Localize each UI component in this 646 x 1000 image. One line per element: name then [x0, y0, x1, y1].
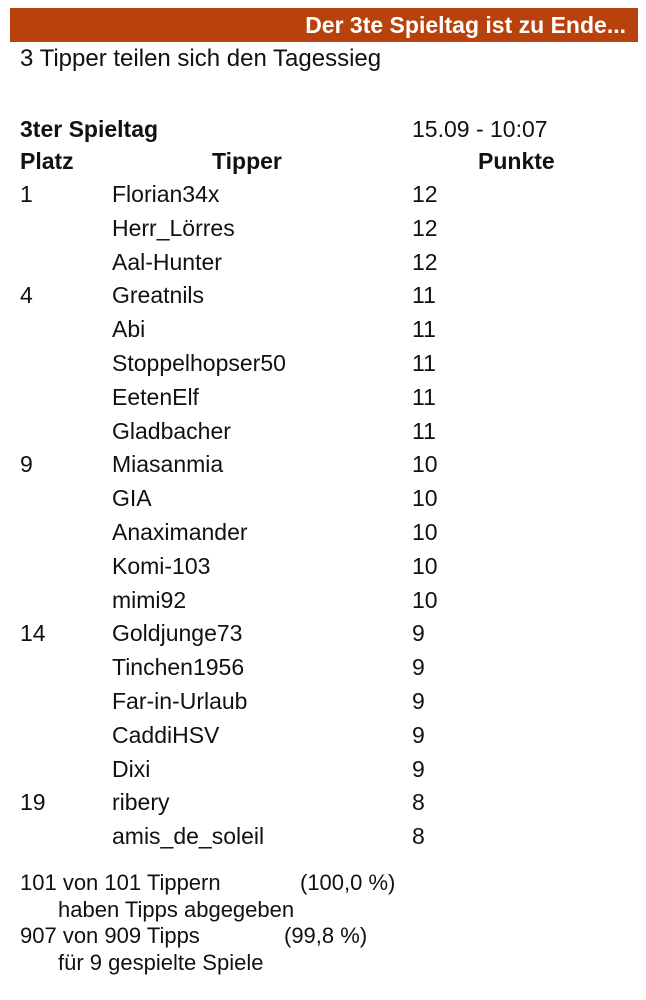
points-cell: 10 [412, 518, 438, 545]
tips-note-line [20, 950, 620, 977]
subtitle: 3 Tipper teilen sich den Tagessieg [20, 45, 382, 72]
table-row [20, 651, 580, 685]
tipper-name: Far-in-Urlaub [112, 687, 248, 714]
place-cell: 4 [20, 282, 33, 309]
table-row [20, 279, 580, 313]
points-cell: 12 [412, 181, 438, 207]
column-header-place: Platz [20, 148, 74, 174]
tipper-name: Dixi [112, 755, 151, 782]
matchday-label: 3ter Spieltag [20, 116, 159, 142]
points-cell: 8 [412, 789, 425, 816]
tipper-name: Abi [112, 316, 146, 343]
column-header-points: Punkte [478, 148, 555, 174]
points-cell: 9 [412, 654, 425, 681]
table-row [20, 516, 580, 550]
table-row [20, 786, 580, 820]
ranking-table [20, 178, 580, 854]
table-row [20, 617, 580, 651]
matchday-header [20, 114, 580, 144]
points-cell: 10 [412, 586, 438, 613]
statistics [20, 870, 620, 976]
points-cell: 9 [412, 721, 425, 748]
place-cell: 1 [20, 181, 33, 207]
tipper-name: Greatnils [112, 282, 205, 309]
tips-percent: (99,8 %) [284, 923, 368, 948]
points-cell: 9 [412, 755, 425, 782]
banner-title: Der 3te Spieltag ist zu Ende... [10, 8, 638, 42]
table-row [20, 550, 580, 584]
table-header [20, 146, 580, 176]
points-cell: 11 [412, 417, 436, 444]
tipper-name: Komi-103 [112, 552, 211, 579]
points-cell: 10 [412, 485, 438, 512]
tipper-name: Herr_Lörres [112, 214, 235, 241]
points-cell: 11 [412, 282, 436, 309]
tips-note: für 9 gespielte Spiele [58, 949, 264, 975]
tippers-count: 101 von 101 Tippern [20, 870, 221, 895]
tipper-name: EetenElf [112, 383, 199, 410]
table-row [20, 685, 580, 719]
tips-line [20, 923, 620, 950]
place-cell: 9 [20, 451, 33, 478]
points-cell: 10 [412, 451, 438, 478]
table-row [20, 381, 580, 415]
table-row [20, 313, 580, 347]
tipper-name: Goldjunge73 [112, 620, 243, 647]
tipper-name: Tinchen1956 [112, 654, 245, 681]
table-row [20, 719, 580, 753]
points-cell: 9 [412, 687, 425, 714]
points-cell: 12 [412, 248, 438, 275]
table-row [20, 246, 580, 280]
points-cell: 12 [412, 214, 438, 241]
tipper-name: Miasanmia [112, 451, 224, 478]
points-cell: 9 [412, 620, 425, 647]
tippers-note-line [20, 897, 620, 924]
column-header-tipper: Tipper [212, 148, 282, 174]
table-row [20, 448, 580, 482]
tipper-name: Aal-Hunter [112, 248, 222, 275]
points-cell: 11 [412, 316, 436, 343]
table-row [20, 584, 580, 618]
table-row [20, 753, 580, 787]
table-row [20, 212, 580, 246]
tippers-percent: (100,0 %) [300, 870, 396, 895]
tipper-name: Gladbacher [112, 417, 231, 444]
table-row [20, 482, 580, 516]
table-row [20, 347, 580, 381]
tippers-line [20, 870, 620, 897]
points-cell: 11 [412, 349, 436, 376]
table-row [20, 415, 580, 449]
place-cell: 14 [20, 620, 46, 647]
table-row [20, 178, 580, 212]
tipper-name: GIA [112, 485, 152, 512]
tippers-note: haben Tipps abgegeben [58, 896, 295, 922]
tipper-name: Anaximander [112, 518, 248, 545]
tips-count: 907 von 909 Tipps [20, 923, 200, 948]
table-row [20, 820, 580, 854]
points-cell: 8 [412, 823, 425, 850]
tipper-name: amis_de_soleil [112, 823, 265, 850]
tipper-name: Florian34x [112, 181, 220, 207]
tipper-name: mimi92 [112, 586, 187, 613]
tipper-name: Stoppelhopser50 [112, 349, 286, 376]
points-cell: 11 [412, 383, 436, 410]
tipper-name: ribery [112, 789, 170, 816]
tipper-name: CaddiHSV [112, 721, 220, 748]
place-cell: 19 [20, 789, 46, 816]
matchday-datetime: 15.09 - 10:07 [412, 116, 548, 142]
points-cell: 10 [412, 552, 438, 579]
